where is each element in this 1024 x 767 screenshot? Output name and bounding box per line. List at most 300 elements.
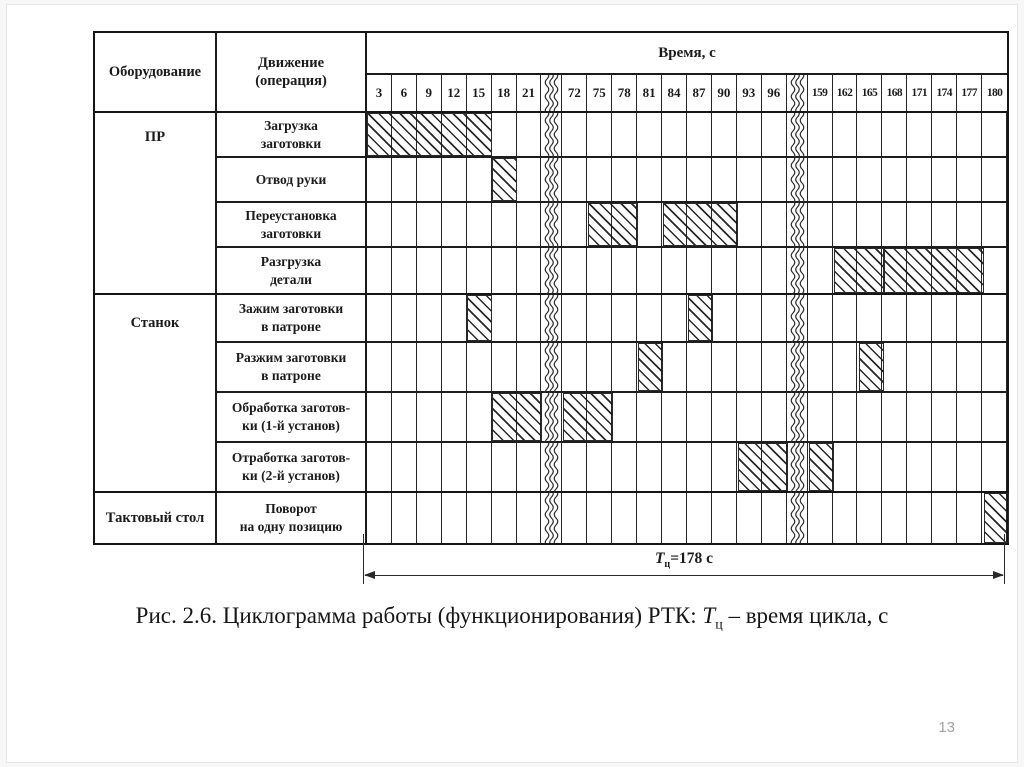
equipment-group-1	[95, 113, 215, 295]
tick-label: 90	[712, 75, 737, 111]
gantt-break-cell	[541, 343, 562, 391]
operation-label-line: Зажим заготовки	[238, 301, 344, 317]
gantt-cell	[957, 113, 982, 156]
gantt-cell	[982, 343, 1007, 391]
gantt-cell	[808, 393, 833, 441]
gantt-cell	[712, 158, 737, 201]
gantt-cell	[982, 158, 1007, 201]
gantt-cell	[982, 113, 1007, 156]
gantt-break-cell	[787, 295, 808, 341]
operation-label-line: Разгрузка	[260, 253, 322, 269]
cycle-time-value: =178 с	[670, 550, 714, 567]
cycle-time-symbol: T	[654, 550, 665, 567]
axis-break-wave	[541, 113, 562, 158]
operation-label-line: заготовки	[260, 135, 322, 151]
gantt-cell	[712, 343, 737, 391]
gantt-cell	[562, 343, 587, 391]
timeline-column	[365, 33, 1007, 543]
gantt-break-cell	[787, 493, 808, 543]
gantt-cell	[833, 343, 858, 391]
gantt-cell	[833, 113, 858, 156]
gantt-cell	[907, 203, 932, 246]
gantt-cell	[662, 493, 687, 543]
axis-break-wave	[541, 393, 562, 443]
gantt-cell	[637, 493, 662, 543]
gantt-cell	[417, 393, 442, 441]
axis-break-wave	[541, 75, 562, 111]
gantt-cell	[957, 158, 982, 201]
operation-label-row	[217, 113, 365, 158]
gantt-cell	[587, 343, 612, 391]
tick-label: 93	[737, 75, 762, 111]
time-axis-title-label: Время, с	[658, 44, 716, 61]
gantt-cell	[857, 203, 882, 246]
gantt-cell	[442, 493, 467, 543]
equipment-group-3	[95, 493, 215, 543]
gantt-bar	[984, 493, 1009, 543]
axis-break-wave	[787, 248, 808, 295]
gantt-bar	[884, 248, 984, 293]
tick-label: 87	[687, 75, 712, 111]
gantt-cell	[662, 343, 687, 391]
gantt-cell	[612, 295, 637, 341]
gantt-cell	[737, 113, 762, 156]
equipment-column	[95, 33, 215, 543]
gantt-cell	[712, 248, 737, 293]
gantt-cell	[637, 443, 662, 491]
gantt-cell	[907, 113, 932, 156]
gantt-cell	[417, 343, 442, 391]
figure-caption-t-symbol: T	[702, 603, 716, 628]
axis-break-wave	[787, 295, 808, 343]
gantt-cell	[392, 248, 417, 293]
gantt-bar	[563, 393, 613, 441]
gantt-cell	[517, 113, 542, 156]
gantt-cell	[367, 158, 392, 201]
gantt-break-cell	[541, 493, 562, 543]
gantt-cell	[932, 343, 957, 391]
tick-label: 96	[762, 75, 787, 111]
gantt-cell	[442, 158, 467, 201]
axis-break-wave	[541, 443, 562, 493]
gantt-cell	[492, 248, 517, 293]
gantt-bar	[809, 443, 834, 491]
operation-label-line: детали	[270, 271, 312, 287]
axis-break-wave	[541, 343, 562, 393]
gantt-cell	[737, 343, 762, 391]
gantt-cell	[637, 248, 662, 293]
gantt-bar	[859, 343, 884, 391]
gantt-cell	[367, 295, 392, 341]
gantt-break-cell	[541, 203, 562, 246]
gantt-cell	[932, 113, 957, 156]
gantt-cell	[907, 443, 932, 491]
gantt-break-cell	[541, 248, 562, 293]
gantt-cell	[442, 393, 467, 441]
axis-break-wave	[541, 203, 562, 248]
equipment-column-header	[95, 33, 215, 113]
gantt-cell	[957, 203, 982, 246]
gantt-cell	[762, 158, 787, 201]
gantt-cell	[517, 158, 542, 201]
gantt-cell	[517, 343, 542, 391]
equipment-label: Тактовый стол	[105, 509, 205, 526]
equipment-header-label: Оборудование	[108, 63, 202, 80]
gantt-cell	[637, 158, 662, 201]
gantt-cell	[808, 248, 833, 293]
axis-break-wave	[787, 203, 808, 248]
gantt-cell	[467, 158, 492, 201]
operation-header-line2: (операция)	[255, 73, 327, 89]
gantt-row	[367, 295, 1007, 343]
operation-label-line: ки (2-й установ)	[242, 468, 340, 483]
tick-label: 21	[517, 75, 542, 111]
tick-label: 18	[492, 75, 517, 111]
gantt-cell	[637, 295, 662, 341]
operation-label-row	[217, 158, 365, 203]
gantt-cell	[392, 295, 417, 341]
gantt-cell	[857, 493, 882, 543]
gantt-cell	[587, 248, 612, 293]
operation-label-line: Отработка заготов-	[231, 450, 351, 466]
gantt-row	[367, 203, 1007, 248]
gantt-cell	[932, 295, 957, 341]
gantt-cell	[517, 493, 542, 543]
gantt-cell	[932, 443, 957, 491]
operation-column	[215, 33, 365, 543]
gantt-bar	[588, 203, 638, 246]
gantt-cell	[687, 343, 712, 391]
gantt-cell	[687, 113, 712, 156]
gantt-cell	[662, 295, 687, 341]
gantt-cell	[833, 443, 858, 491]
gantt-cell	[367, 393, 392, 441]
gantt-cell	[982, 203, 1007, 246]
operation-label-row	[217, 343, 365, 393]
gantt-bar	[688, 295, 713, 341]
gantt-cell	[687, 443, 712, 491]
gantt-cell	[833, 158, 858, 201]
gantt-cell	[907, 343, 932, 391]
gantt-cell	[492, 443, 517, 491]
gantt-cell	[662, 393, 687, 441]
gantt-cell	[687, 493, 712, 543]
gantt-cell	[467, 203, 492, 246]
gantt-cell	[492, 493, 517, 543]
gantt-cell	[882, 443, 907, 491]
gantt-cell	[392, 343, 417, 391]
gantt-cell	[737, 295, 762, 341]
gantt-break-cell	[541, 393, 562, 441]
operation-label-line: ки (1-й установ)	[242, 418, 340, 433]
time-axis-tick-row	[367, 75, 1007, 113]
tick-label: 168	[882, 75, 907, 111]
operation-label-line: Отвод руки	[255, 171, 327, 187]
gantt-cell	[442, 343, 467, 391]
gantt-cell	[833, 295, 858, 341]
gantt-cell	[392, 493, 417, 543]
figure-caption-t-sub: ц	[715, 617, 723, 633]
tick-label: 165	[857, 75, 882, 111]
operation-label-row	[217, 295, 365, 343]
tick-label: 174	[932, 75, 957, 111]
tick-label: 84	[662, 75, 687, 111]
tick-label: 78	[612, 75, 637, 111]
axis-break-wave	[787, 443, 808, 493]
gantt-cell	[662, 113, 687, 156]
operation-header-line1: Движение	[257, 54, 325, 71]
tick-label: 9	[417, 75, 442, 111]
gantt-cell	[492, 295, 517, 341]
gantt-cell	[492, 343, 517, 391]
gantt-cell	[712, 113, 737, 156]
tick-label: 3	[367, 75, 392, 111]
gantt-cell	[737, 203, 762, 246]
gantt-cell	[982, 443, 1007, 491]
gantt-cell	[367, 443, 392, 491]
gantt-cell	[467, 443, 492, 491]
equipment-group-2	[95, 295, 215, 493]
gantt-cell	[442, 203, 467, 246]
gantt-cell	[467, 248, 492, 293]
tick-label: 159	[808, 75, 833, 111]
gantt-bar	[367, 113, 492, 156]
gantt-cell	[857, 158, 882, 201]
gantt-cell	[808, 295, 833, 341]
gantt-cell	[907, 493, 932, 543]
gantt-row	[367, 393, 1007, 443]
gantt-cell	[467, 493, 492, 543]
gantt-cell	[587, 493, 612, 543]
axis-break-wave	[787, 493, 808, 543]
gantt-cell	[637, 113, 662, 156]
gantt-cell	[982, 393, 1007, 441]
axis-break-wave	[541, 158, 562, 203]
tick-label: 6	[392, 75, 417, 111]
gantt-cell	[808, 493, 833, 543]
axis-break-wave	[541, 295, 562, 343]
gantt-cell	[737, 493, 762, 543]
operation-label-row	[217, 203, 365, 248]
gantt-cell	[712, 393, 737, 441]
gantt-bar	[638, 343, 663, 391]
tick-label: 177	[957, 75, 982, 111]
operation-label-line: заготовки	[260, 225, 322, 241]
gantt-cell	[517, 295, 542, 341]
gantt-cell	[762, 248, 787, 293]
gantt-cell	[833, 203, 858, 246]
operation-label-line: Разжим заготовки	[235, 350, 347, 366]
gantt-cell	[882, 295, 907, 341]
gantt-cell	[957, 295, 982, 341]
figure-caption	[7, 603, 1017, 634]
operation-label-line: Обработка заготов-	[231, 400, 351, 416]
axis-break-wave	[787, 113, 808, 158]
gantt-cell	[587, 113, 612, 156]
gantt-bar	[492, 158, 517, 201]
cycle-time-symbol-sub: ц	[664, 559, 671, 571]
gantt-break-cell	[541, 295, 562, 341]
axis-break-wave	[787, 75, 808, 111]
gantt-cell	[517, 248, 542, 293]
gantt-bar	[492, 393, 542, 441]
gantt-break-cell	[787, 113, 808, 156]
tick-label: 72	[562, 75, 587, 111]
cycle-time-label	[363, 550, 1005, 570]
gantt-cell	[562, 248, 587, 293]
cycle-time-dimension	[363, 548, 1005, 588]
operation-label-line: Переустановка	[245, 207, 337, 223]
equipment-label: Станок	[130, 315, 180, 331]
operation-label-line: Загрузка	[264, 117, 318, 133]
gantt-cell	[562, 113, 587, 156]
gantt-cell	[392, 393, 417, 441]
gantt-cell	[857, 443, 882, 491]
gantt-cell	[932, 158, 957, 201]
gantt-cell	[762, 113, 787, 156]
gantt-cell	[762, 493, 787, 543]
tick-label: 15	[467, 75, 492, 111]
gantt-cell	[562, 443, 587, 491]
gantt-cell	[367, 203, 392, 246]
time-axis-break	[787, 75, 808, 111]
axis-break-wave	[787, 158, 808, 203]
gantt-cell	[857, 295, 882, 341]
gantt-cell	[587, 295, 612, 341]
gantt-cell	[833, 393, 858, 441]
gantt-cell	[612, 443, 637, 491]
gantt-cell	[517, 443, 542, 491]
gantt-cell	[762, 343, 787, 391]
gantt-cell	[492, 113, 517, 156]
gantt-cell	[367, 248, 392, 293]
tick-label: 162	[833, 75, 858, 111]
gantt-cell	[737, 248, 762, 293]
gantt-cell	[417, 295, 442, 341]
gantt-cell	[367, 343, 392, 391]
figure-caption-text: Рис. 2.6. Циклограмма работы (функционирования) РТК:	[135, 603, 703, 628]
gantt-cell	[932, 393, 957, 441]
gantt-cell	[442, 248, 467, 293]
gantt-cell	[442, 443, 467, 491]
gantt-cell	[562, 158, 587, 201]
gantt-cell	[808, 113, 833, 156]
gantt-cell	[737, 393, 762, 441]
gantt-bar	[834, 248, 884, 293]
gantt-cell	[882, 493, 907, 543]
gantt-cell	[907, 393, 932, 441]
gantt-cell	[417, 158, 442, 201]
gantt-cell	[562, 295, 587, 341]
operation-label-line: на одну позицию	[239, 519, 343, 534]
gantt-row	[367, 443, 1007, 493]
gantt-cell	[957, 443, 982, 491]
gantt-cell	[367, 493, 392, 543]
page-number: 13	[938, 719, 955, 736]
operation-label-row	[217, 443, 365, 493]
gantt-cell	[882, 203, 907, 246]
gantt-cell	[932, 493, 957, 543]
gantt-cell	[587, 443, 612, 491]
gantt-cell	[808, 343, 833, 391]
gantt-cell	[957, 493, 982, 543]
gantt-bar	[467, 295, 492, 341]
axis-break-wave	[541, 248, 562, 295]
gantt-cell	[637, 203, 662, 246]
gantt-break-cell	[787, 203, 808, 246]
gantt-row	[367, 493, 1007, 543]
operation-label-line: в патроне	[261, 319, 321, 334]
gantt-bar	[663, 203, 738, 246]
axis-break-wave	[787, 393, 808, 443]
cyclogram-figure	[93, 31, 1023, 591]
gantt-cell	[587, 158, 612, 201]
gantt-cell	[612, 343, 637, 391]
equipment-label: ПР	[144, 129, 166, 145]
gantt-cell	[712, 493, 737, 543]
operation-label-row	[217, 493, 365, 543]
gantt-cell	[808, 203, 833, 246]
gantt-cell	[882, 113, 907, 156]
gantt-cell	[637, 393, 662, 441]
gantt-cell	[882, 393, 907, 441]
gantt-cell	[662, 158, 687, 201]
operation-label-row	[217, 393, 365, 443]
gantt-cell	[882, 158, 907, 201]
gantt-cell	[687, 248, 712, 293]
gantt-cell	[612, 248, 637, 293]
gantt-cell	[612, 393, 637, 441]
gantt-cell	[562, 493, 587, 543]
gantt-cell	[442, 295, 467, 341]
axis-break-wave	[787, 343, 808, 393]
gantt-cell	[712, 443, 737, 491]
gantt-bar	[738, 443, 788, 491]
gantt-cell	[687, 158, 712, 201]
gantt-cell	[857, 393, 882, 441]
gantt-cell	[882, 343, 907, 391]
time-axis-break	[541, 75, 562, 111]
gantt-cell	[517, 203, 542, 246]
gantt-cell	[392, 203, 417, 246]
operation-column-header	[217, 33, 365, 113]
gantt-cell	[492, 203, 517, 246]
time-axis-title	[367, 33, 1007, 75]
gantt-row	[367, 343, 1007, 393]
gantt-cell	[857, 113, 882, 156]
gantt-cell	[957, 393, 982, 441]
gantt-cell	[562, 203, 587, 246]
gantt-cell	[907, 295, 932, 341]
figure-caption-suffix: – время цикла, с	[722, 603, 889, 628]
gantt-cell	[612, 158, 637, 201]
gantt-break-cell	[787, 158, 808, 201]
gantt-cell	[737, 158, 762, 201]
gantt-break-cell	[541, 158, 562, 201]
gantt-cell	[467, 343, 492, 391]
cyclogram-table	[93, 31, 1009, 545]
gantt-cell	[612, 113, 637, 156]
scanned-slide	[6, 4, 1018, 763]
tick-label: 180	[986, 87, 1003, 99]
gantt-break-cell	[787, 393, 808, 441]
tick-label: 81	[637, 75, 662, 111]
gantt-break-cell	[787, 248, 808, 293]
gantt-row	[367, 158, 1007, 203]
tick-label: 75	[587, 75, 612, 111]
gantt-cell	[932, 203, 957, 246]
gantt-cell	[417, 443, 442, 491]
